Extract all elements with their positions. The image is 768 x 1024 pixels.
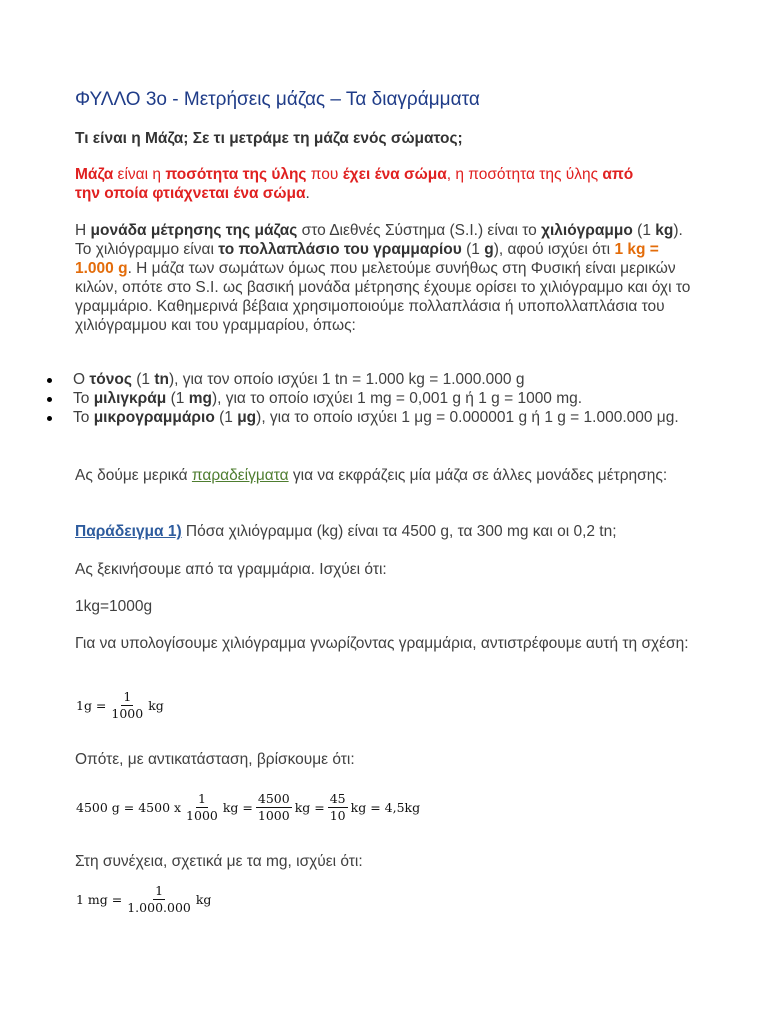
- page-title: ΦΥΛΛΟ 3ο - Μετρήσεις μάζας – Τα διαγράμματα: [75, 89, 480, 110]
- def-bold: έχει ένα σώμα: [342, 166, 447, 183]
- section-question: Τι είναι η Μάζα; Σε τι μετράμε τη μάζα ενός σώματος;: [75, 130, 463, 147]
- fraction: [125, 884, 193, 915]
- unit-text: ), αφού ισχύει ότι: [493, 241, 615, 258]
- bullet-icon: [47, 378, 52, 383]
- bullet-bold: mg: [188, 390, 212, 407]
- bullet-bold: μιλιγκράμ: [93, 390, 167, 407]
- list-item: [0, 370, 720, 389]
- unit-bold: το πολλαπλάσιο του γραμμαρίου: [218, 241, 462, 258]
- bullet-bold: μg: [237, 409, 257, 426]
- def-term: Μάζα: [75, 166, 114, 183]
- examples-link[interactable]: παραδείγματα: [191, 467, 289, 484]
- substitution-text: Οπότε, με αντικατάσταση, βρίσκουμε ότι:: [75, 751, 355, 768]
- bullet-icon: [47, 416, 52, 421]
- formula-unit: kg = 4,5kg: [350, 800, 421, 815]
- bullet-text: ), για το οποίο ισχύει 1 mg = 0,001 g ή 1 g = 1000 mg.: [211, 390, 583, 407]
- invert-text: Για να υπολογίσουμε χιλιόγραμμα γνωρίζοντας γραμμάρια, αντιστρέφουμε αυτή τη σχέση:: [75, 635, 689, 652]
- intro-text: για να εκφράζεις μία μάζα σε άλλες μονάδες μέτρησης:: [288, 467, 668, 484]
- fraction-den: 1000: [257, 808, 290, 823]
- fraction: [109, 690, 145, 721]
- bullet-text: ), για το οποίο ισχύει 1 μg = 0.000001 g ή 1 g = 1.000.000 μg.: [256, 409, 679, 426]
- unit-bold: kg: [655, 222, 674, 239]
- bullet-text: Ο: [73, 371, 90, 388]
- mass-definition: [75, 165, 635, 203]
- formula-unit: kg =: [222, 800, 253, 815]
- start-text: Ας ξεκινήσουμε από τα γραμμάρια. Ισχύει ότι:: [75, 561, 387, 578]
- intro-text: Ας δούμε μερικά: [75, 467, 192, 484]
- bullet-icon: [47, 397, 52, 402]
- def-bold: ποσότητα της ύλης: [165, 166, 307, 183]
- fraction-num: 45: [329, 791, 346, 806]
- bullet-text: (1: [131, 371, 155, 388]
- equation-kg: 1kg=1000g: [75, 598, 153, 615]
- unit-text: (1: [632, 222, 656, 239]
- def-text: .: [305, 185, 310, 202]
- bullet-text: Το: [73, 409, 94, 426]
- bullet-text: (1: [214, 409, 238, 426]
- def-text: , η ποσότητα της ύλης: [446, 166, 603, 183]
- formula-unit: kg: [195, 892, 212, 907]
- unit-bold: μονάδα μέτρησης της μάζας: [90, 222, 298, 239]
- examples-intro: [75, 466, 675, 485]
- fraction-num: 1: [155, 883, 164, 898]
- formula-2: [76, 792, 420, 823]
- unit-text: (1: [461, 241, 485, 258]
- unit-text: Η: [75, 222, 91, 239]
- formula-lhs: 1g =: [76, 698, 107, 713]
- formula-3: [76, 884, 211, 915]
- fraction: [328, 792, 348, 823]
- formula-1: [76, 690, 164, 721]
- unit-highlight: 1 kg = 1.000 g: [75, 241, 659, 277]
- formula-unit: kg =: [294, 800, 325, 815]
- fraction-num: 1: [123, 689, 132, 704]
- unit-text: . Η μάζα των σωμάτων όμως που μελετούμε συνήθως στη Φυσική είναι μερικών κιλών, οπότε στο S.I. ως βασική μονάδα μέτρησης έχουμε ορίσει το χιλιόγραμμο και όχι το γραμμάριο. Καθημερινά βέβαια χρησιμοποιούμε πολλαπλάσια ή υποπολλαπλάσια του χιλιόγραμμου και του γραμμαρίου, όπως:: [75, 260, 691, 334]
- def-bold: από την οποία φτιάχνεται ένα σώμα: [75, 166, 634, 202]
- fraction-num: 1: [197, 791, 206, 806]
- list-item: [0, 408, 720, 427]
- bullet-text: (1: [166, 390, 189, 407]
- unit-text: ). Το χιλιόγραμμο είναι: [75, 222, 683, 258]
- unit-bold: χιλιόγραμμο: [541, 222, 633, 239]
- fraction-den: 10: [329, 808, 346, 823]
- fraction-den: 1000: [186, 808, 218, 823]
- bullet-text: Το: [73, 390, 94, 407]
- bullet-text: ), για τον οποίο ισχύει 1 tn = 1.000 kg = 1.000.000 g: [168, 371, 525, 388]
- example-1-text: Πόσα χιλιόγραμμα (kg) είναι τα 4500 g, τα 300 mg και οι 0,2 tn;: [181, 523, 617, 540]
- formula-unit: kg: [148, 698, 164, 713]
- example-1-link[interactable]: Παράδειγμα 1): [75, 523, 182, 540]
- bullet-bold: μικρογραμμάριο: [93, 409, 215, 426]
- formula-lhs: 4500 g = 4500 x: [76, 800, 182, 815]
- fraction-den: 1.000.000: [127, 900, 191, 915]
- def-text: είναι η: [113, 166, 166, 183]
- unit-list: [0, 370, 720, 427]
- list-item: [0, 389, 720, 408]
- fraction-num: 4500: [257, 791, 290, 806]
- formula-lhs: 1 mg =: [76, 892, 123, 907]
- fraction-den: 1000: [111, 706, 144, 721]
- def-text: που: [306, 166, 343, 183]
- mg-text: Στη συνέχεια, σχετικά με τα mg, ισχύει ότι:: [75, 853, 363, 870]
- bullet-bold: tn: [154, 371, 169, 388]
- unit-paragraph: [75, 221, 695, 335]
- fraction: [184, 792, 220, 823]
- bullet-bold: τόνος: [89, 371, 132, 388]
- unit-text: στο Διεθνές Σύστημα (S.I.) είναι το: [297, 222, 542, 239]
- example-1: [75, 522, 715, 541]
- fraction: [256, 792, 292, 823]
- unit-bold: g: [484, 241, 494, 258]
